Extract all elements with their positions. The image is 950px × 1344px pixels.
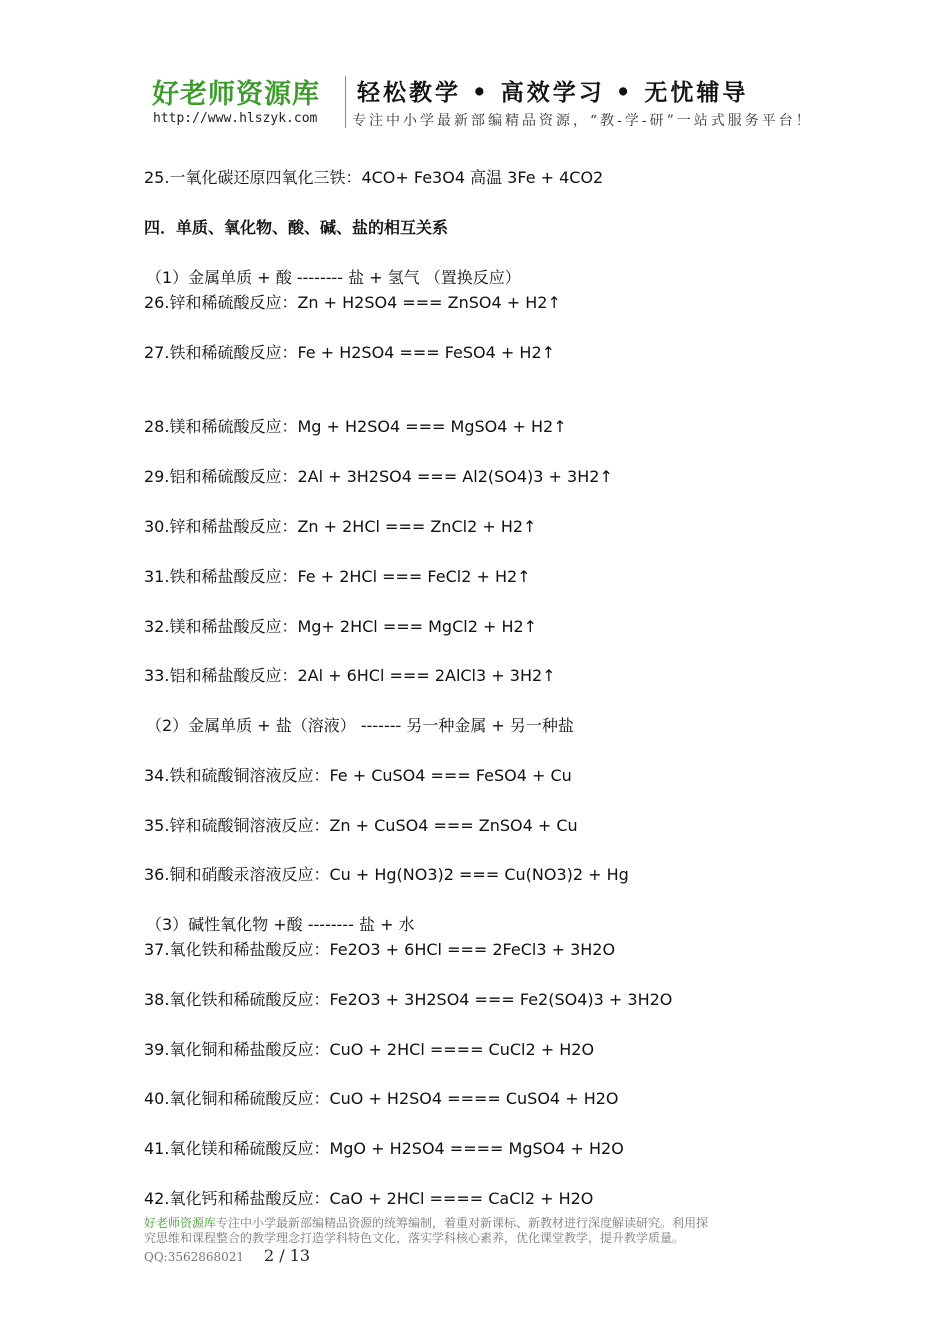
header-divider (345, 76, 346, 128)
equation-line: 25.一氧化碳还原四氧化三铁：4CO+ Fe3O4 高温 3Fe + 4CO2 (144, 168, 604, 187)
equation-line: 38.氧化铁和稀硫酸反应：Fe2O3 + 3H2SO4 === Fe2(SO4)3 + 3H2O (144, 990, 673, 1009)
footer-text: 专注中小学最新部编精品资源的统筹编制，着重对新课标、新教材进行深度解读研究。利用探 (216, 1216, 709, 1230)
equation-line: 36.铜和硝酸汞溶液反应：Cu + Hg(NO3)2 === Cu(NO3)2 + Hg (144, 865, 629, 884)
header-slogan: 轻松教学 • 高效学习 • 无忧辅导 (357, 79, 749, 106)
footer-description-line2: 究思维和课程整合的教学理念打造学科特色文化，落实学科核心素养，优化课堂教学，提升教学质量。 (144, 1231, 685, 1245)
section-heading: 四．单质、氧化物、酸、碱、盐的相互关系 (144, 218, 449, 237)
equation-line: 30.锌和稀盐酸反应：Zn + 2HCl === ZnCl2 + H2↑ (144, 517, 537, 536)
equation-line: 39.氧化铜和稀盐酸反应：CuO + 2HCl ==== CuCl2 + H2O (144, 1040, 595, 1059)
subsection-heading: （1）金属单质 + 酸 -------- 盐 + 氢气 （置换反应） (146, 268, 521, 287)
equation-line: 35.锌和硫酸铜溶液反应：Zn + CuSO4 === ZnSO4 + Cu (144, 816, 578, 835)
equation-line: 40.氧化铜和稀硫酸反应：CuO + H2SO4 ==== CuSO4 + H2O (144, 1089, 619, 1108)
footer-brand: 好老师资源库 (144, 1216, 217, 1230)
header-brand-logo: 好老师资源库 (152, 79, 320, 110)
equation-line: 41.氧化镁和稀硫酸反应：MgO + H2SO4 ==== MgSO4 + H2O (144, 1139, 624, 1158)
equation-line: 33.铝和稀盐酸反应：2Al + 6HCl === 2AlCl3 + 3H2↑ (144, 666, 556, 685)
equation-line: 27.铁和稀硫酸反应：Fe + H2SO4 === FeSO4 + H2↑ (144, 343, 556, 362)
equation-line: 42.氧化钙和稀盐酸反应：CaO + 2HCl ==== CaCl2 + H2O (144, 1189, 594, 1208)
equation-line: 26.锌和稀硫酸反应：Zn + H2SO4 === ZnSO4 + H2↑ (144, 293, 561, 312)
equation-line: 28.镁和稀硫酸反应：Mg + H2SO4 === MgSO4 + H2↑ (144, 417, 567, 436)
equation-line: 37.氧化铁和稀盐酸反应：Fe2O3 + 6HCl === 2FeCl3 + 3H2O (144, 940, 616, 959)
subsection-heading: （3）碱性氧化物 +酸 -------- 盐 + 水 (146, 915, 415, 934)
equation-line: 32.镁和稀盐酸反应：Mg+ 2HCl === MgCl2 + H2↑ (144, 617, 538, 636)
equation-line: 31.铁和稀盐酸反应：Fe + 2HCl === FeCl2 + H2↑ (144, 567, 531, 586)
equation-line: 34.铁和硫酸铜溶液反应：Fe + CuSO4 === FeSO4 + Cu (144, 766, 572, 785)
equation-line: 29.铝和稀硫酸反应：2Al + 3H2SO4 === Al2(SO4)3 + 3H2↑ (144, 467, 613, 486)
footer-description-line1 (144, 1216, 708, 1230)
header-url: http://www.hlszyk.com (153, 111, 318, 126)
subsection-heading: （2）金属单质 + 盐（溶液） ------- 另一种金属 + 另一种盐 (146, 716, 574, 735)
footer-qq: QQ:3562868021 (144, 1250, 245, 1264)
header-tagline: 专注中小学最新部编精品资源，“教-学-研”一站式服务平台！ (352, 113, 813, 129)
page-number: 2 / 13 (264, 1246, 311, 1265)
